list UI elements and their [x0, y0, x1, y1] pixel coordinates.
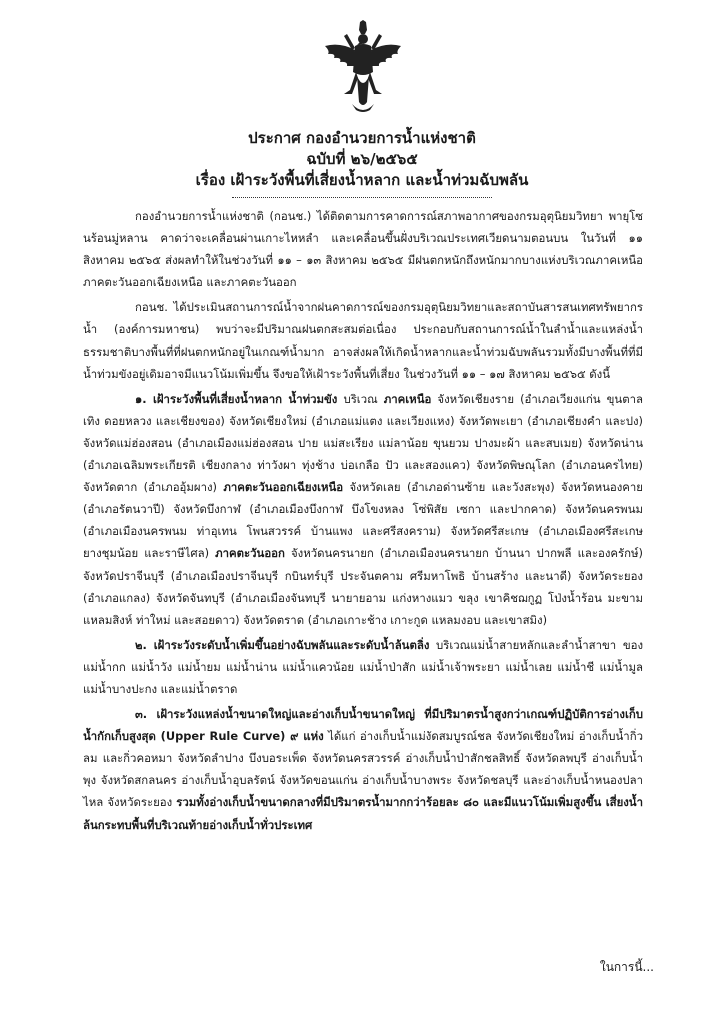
document-body	[83, 205, 643, 839]
continuation-text: ในการนี้...	[599, 960, 654, 974]
region-north: ภาคเหนือ	[383, 391, 432, 406]
paragraph-item-2: ๒. เฝ้าระวังระดับน้ำเพิ่มขึ้นอย่างฉับพลันและระดับน้ำล้นตลิ่ง บริเวณแม่น้ำสายหลักและลำน้ำสาขา ของแม่น้ำกก แม่น้ำวัง แม่น้ำยม แม่น้ำน่าน แม่น้ำแควน้อย แม่น้ำป่าสัก แม่น้ำเจ้าพระยา แม่น้ำเลย แม่น้ำชี แม่น้ำมูล แม่น้ำบางปะกง และแม่น้ำตราด	[83, 637, 644, 696]
paragraph-item-3: ๓. เฝ้าระวังแหล่งน้ำขนาดใหญ่และอ่างเก็บน้ำขนาดใหญ่ ที่มีปริมาตรน้ำสูงกว่าเกณฑ์ปฏิบัติการอ่างเก็บน้ำกักเก็บสูงสุด (Upper Rule Curve) ๙ แห่ง ได้แก่ อ่างเก็บน้ำแม่งัดสมบูรณ์ชล จังหวัดเชียงใหม่ อ่างเก็บน้ำกิ่วลม และกิ่วคอหมา จังหวัดลำปาง บึงบอระเพ็ด จังหวัดนครสวรรค์ อ่างเก็บน้ำป่าสักชลสิทธิ์ จังหวัดลพบุรี อ่างเก็บน้ำพุง จังหวัดสกลนคร อ่างเก็บน้ำอุบลรัตน์ จังหวัดขอนแก่น อ่างเก็บน้ำบางพระ จังหวัดชลบุรี และอ่างเก็บน้ำหนองปลาไหล จังหวัดระยอง รวมทั้งอ่างเก็บน้ำขนาดกลางที่มีปริมาตรน้ำมากกว่าร้อยละ ๘๐ และมีแนวโน้มเพิ่มสูงขึ้น เสี่ยงน้ำล้นกระทบพื้นที่บริเวณท้ายอ่างเก็บน้ำทั่วประเทศ	[83, 707, 643, 832]
announcement-title: ประกาศ กองอำนวยการน้ำแห่งชาติ	[248, 129, 476, 147]
region-east: ภาคตะวันออก	[215, 546, 285, 561]
issue-number: ฉบับที่ ๒๖/๒๕๖๕	[306, 150, 418, 168]
item-2-heading: ๒. เฝ้าระวังระดับน้ำเพิ่มขึ้นอย่างฉับพลันและระดับน้ำล้นตลิ่ง	[135, 637, 430, 652]
item-3-heading: ๓. เฝ้าระวังแหล่งน้ำขนาดใหญ่และอ่างเก็บน้ำขนาดใหญ่ ที่มีปริมาตรน้ำสูงกว่าเกณฑ์ปฏิบัติการอ่างเก็บน้ำกักเก็บสูงสุด (Upper Rule Curve) ๙ แห่ง	[83, 707, 643, 744]
garuda-emblem-icon	[322, 20, 404, 116]
region-northeast: ภาคตะวันออกเฉียงเหนือ	[223, 480, 344, 495]
item-1-heading: ๑. เฝ้าระวังพื้นที่เสี่ยงน้ำหลาก น้ำท่วมขัง	[135, 391, 338, 406]
subject-line: เรื่อง เฝ้าระวังพื้นที่เสี่ยงน้ำหลาก และน้ำท่วมฉับพลัน	[195, 171, 529, 189]
paragraph-assessment: กอนช. ได้ประเมินสถานการณ์น้ำจากฝนคาดการณ์ของกรมอุตุนิยมวิทยาและสถาบันสารสนเทศทรัพยากรน้ำ (องค์การมหาชน) พบว่าจะมีปริมาณฝนตกสะสมต่อเนื่อง ประกอบกับสถานการณ์น้ำในลำน้ำและแหล่งน้ำธรรมชาติบางพื้นที่ที่ฝนตกหนักอยู่ในเกณฑ์น้ำมาก อาจส่งผลให้เกิดน้ำหลากและน้ำท่วมฉับพลันรวมทั้งมีบางพื้นที่ที่มีน้ำท่วมขังอยู่เดิมอาจมีแนวโน้มเพิ่มขึ้น จึงขอให้เฝ้าระวังพื้นที่เสี่ยง ในช่วงวันที่ ๑๑ – ๑๗ สิงหาคม ๒๕๖๕ ดังนี้	[83, 300, 643, 381]
item-3-note: รวมทั้งอ่างเก็บน้ำขนาดกลางที่มีปริมาตรน้ำมากกว่าร้อยละ ๘๐ และมีแนวโน้มเพิ่มสูงขึ้น เสี่ยงน้ำล้นกระทบพื้นที่บริเวณท้ายอ่างเก็บน้ำทั่วประเทศ	[83, 795, 643, 832]
dotted-divider	[232, 197, 492, 198]
paragraph-intro: กองอำนวยการน้ำแห่งชาติ (กอนช.) ได้ติดตามการคาดการณ์สภาพอากาศของกรมอุตุนิยมวิทยา พายุโซนร้อนมู่หลาน คาดว่าจะเคลื่อนผ่านเกาะไหหลำ และเคลื่อนขึ้นฝั่งบริเวณประเทศเวียดนามตอนบน ในวันที่ ๑๑ สิงหาคม ๒๕๖๕ ส่งผลทำให้ในช่วงวันที่ ๑๑ – ๑๓ สิงหาคม ๒๕๖๕ มีฝนตกหนักถึงหนักมากบางแห่งบริเวณภาคเหนือ ภาคตะวันออกเฉียงเหนือ และภาคตะวันออก	[83, 209, 643, 290]
paragraph-item-1: ๑. เฝ้าระวังพื้นที่เสี่ยงน้ำหลาก น้ำท่วมขัง บริเวณ ภาคเหนือ จังหวัดเชียงราย (อำเภอเวียงแก่น ขุนตาล เทิง ดอยหลวง และเชียงของ) จังหวัดเชียงใหม่ (อำเภอแม่แตง และเวียงแหง) จังหวัดพะเยา (อำเภอเชียงคำ และปง) จังหวัดแม่ฮ่องสอน (อำเภอเมืองแม่ฮ่องสอน ปาย แม่สะเรียง แม่ลาน้อย ขุนยวม ปางมะผ้า และสบเมย) จังหวัดน่าน (อำเภอเฉลิมพระเกียรติ เชียงกลาง ท่าวังผา ทุ่งช้าง บ่อเกลือ ปัว และสองแคว) จังหวัดพิษณุโลก (อำเภอนครไทย) จังหวัดตาก (อำเภออุ้มผาง) ภาคตะวันออกเฉียงเหนือ จังหวัดเลย (อำเภอด่านซ้าย และวังสะพุง) จังหวัดหนองคาย (อำเภอรัตนวาปี) จังหวัดบึงกาฬ (อำเภอเมืองบึงกาฬ บึงโขงหลง โซ่พิสัย เซกา และปากคาด) จังหวัดนครพนม (อำเภอเมืองนครพนม ท่าอุเทน โพนสวรรค์ บ้านแพง และศรีสงคราม) จังหวัดศรีสะเกษ (อำเภอเมืองศรีสะเกษ ยางชุมน้อย และราษีไศล) ภาคตะวันออก จังหวัดนครนายก (อำเภอเมืองนครนายก บ้านนา ปากพลี และองครักษ์) จังหวัดปราจีนบุรี (อำเภอเมืองปราจีนบุรี กบินทร์บุรี ประจันตคาม ศรีมหาโพธิ บ้านสร้าง และนาดี) จังหวัดระยอง (อำเภอแกลง) จังหวัดจันทบุรี (อำเภอเมืองจันทบุรี นายายอาม แก่งหางแมว ขลุง เขาคิชฌกูฏ โป่งน้ำร้อน มะขาม แหลมสิงห์ ท่าใหม่ และสอยดาว) จังหวัดตราด (อำเภอเกาะช้าง เกาะกูด แหลมงอบ และเขาสมิง)	[83, 391, 643, 627]
